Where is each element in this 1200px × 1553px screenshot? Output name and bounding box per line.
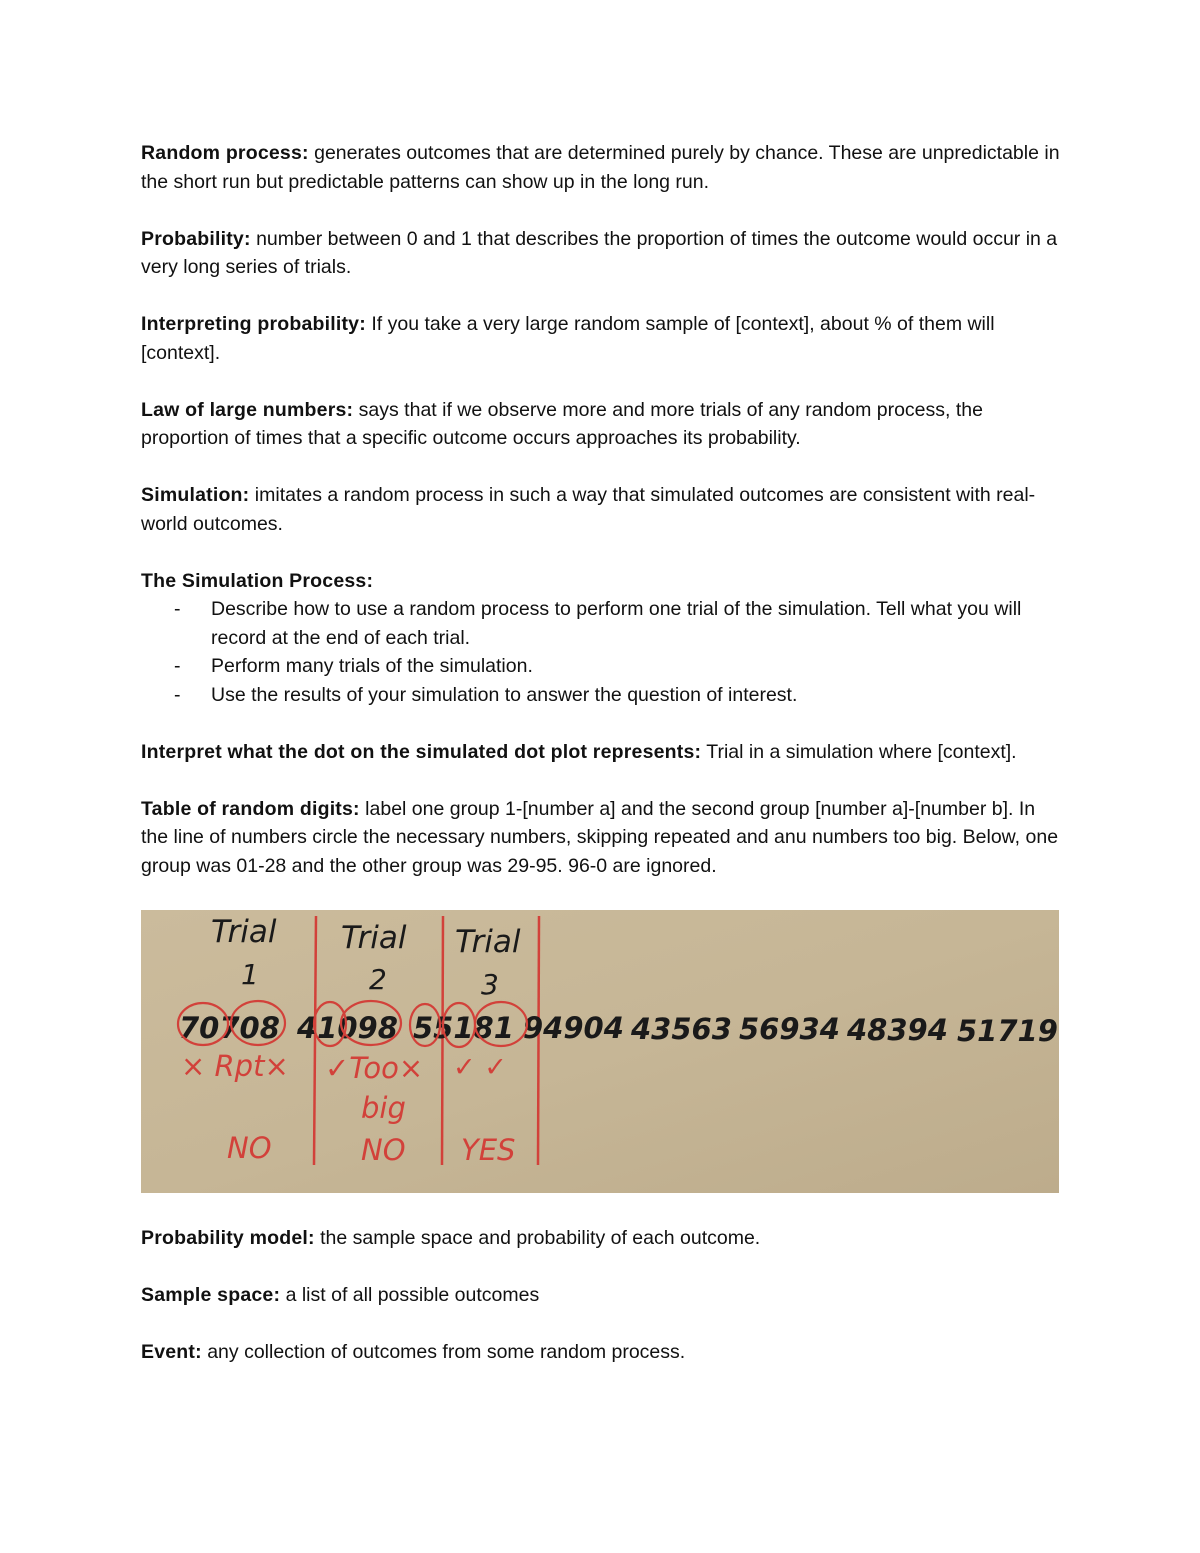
digit-group: 43563: [631, 1012, 732, 1046]
definition-text: Trial in a simulation where [context].: [701, 740, 1017, 763]
definition-text: generates outcomes that are determined purely by chance. These are unpredictable in the short run but predictable patterns can show up in the long run.: [141, 142, 1060, 193]
term-label: Law of large numbers:: [141, 398, 354, 421]
term-label: Interpreting probability:: [141, 313, 366, 335]
digit-group: 55181: [413, 1011, 514, 1045]
trial-result: NO: [361, 1133, 406, 1167]
digit-group: 70708: [179, 1011, 280, 1045]
term-label: Interpret what the dot on the simulated dot plot represents:: [141, 740, 702, 763]
simulation-process-heading: The Simulation Process:: [141, 569, 374, 592]
digit-group: 51719: [957, 1014, 1058, 1048]
definition-random-digits: [141, 795, 1061, 881]
photo-illustration: [141, 910, 1059, 1193]
trial-number: 2: [369, 963, 387, 996]
step-text: Describe how to use a random process to perform one trial of the simulation. Tell what you will record at the end of each trial.: [211, 598, 1022, 649]
definition-simulation: [141, 481, 1061, 538]
bullet-dash: -: [174, 683, 181, 706]
term-label: Table of random digits:: [141, 797, 360, 820]
trial-note: ✓Too×: [325, 1051, 424, 1085]
term-label: Sample space:: [141, 1284, 281, 1306]
term-label: Event:: [141, 1341, 202, 1363]
definition-interpreting-probability: [141, 310, 1061, 367]
bullet-dash: -: [174, 655, 181, 677]
trial-label: Trial: [211, 914, 277, 950]
definition-text: number between 0 and 1 that describes the proportion of times the outcome would occur in a very long series of trials.: [141, 227, 1058, 278]
definition-random-process: [141, 139, 1061, 196]
bullet-dash: -: [174, 598, 181, 620]
definition-event: [141, 1338, 1061, 1367]
digit-group: 56934: [739, 1012, 840, 1046]
trial-note: ✓ ✓: [453, 1052, 507, 1083]
list-item: [141, 595, 1061, 652]
definition-sample-space: [141, 1281, 1061, 1310]
definition-text: any collection of outcomes from some random process.: [201, 1341, 686, 1363]
definition-law-of-large-numbers: [141, 396, 1061, 453]
trial-note: × Rpt×: [181, 1049, 289, 1083]
term-label: Random process:: [141, 142, 309, 164]
term-label: Probability model:: [141, 1227, 315, 1249]
trial-result: YES: [461, 1133, 516, 1167]
random-digits-photo: [141, 910, 1059, 1193]
trial-result: NO: [227, 1131, 272, 1165]
trial-label: Trial: [341, 920, 407, 956]
simulation-steps-list: [141, 595, 1061, 709]
definition-text: says that if we observe more and more trials of any random process, the proportion of times that a specific outcome occurs approaches its probability.: [141, 398, 983, 449]
definition-text: label one group 1-[number a] and the second group [number a]-[number b]. In the line of numbers circle the necessary numbers, skipping repeated and anu numbers too big. Below, one group was 01-28 and the other group was 29-95. 96-0 are ignored.: [141, 797, 1059, 877]
definition-text: a list of all possible outcomes: [280, 1284, 540, 1306]
digit-group: 48394: [847, 1013, 948, 1047]
trial-number: 3: [481, 968, 499, 1001]
term-label: Simulation:: [141, 484, 250, 506]
step-text: Use the results of your simulation to answer the question of interest.: [211, 683, 798, 706]
list-item: [141, 681, 1061, 710]
term-label: Probability:: [141, 227, 251, 250]
digit-group: 41098: [297, 1011, 398, 1045]
definition-dot-plot: [141, 738, 1061, 767]
trial-number: 1: [241, 958, 259, 991]
definition-text: If you take a very large random sample of [context], about % of them will [context].: [141, 313, 995, 364]
document-body: [141, 139, 1061, 880]
definition-text: the sample space and probability of each outcome.: [314, 1227, 761, 1249]
digit-group: 94904: [523, 1011, 624, 1045]
definition-probability-model: [141, 1224, 1061, 1253]
trial-note: big: [361, 1091, 406, 1125]
trial-label: Trial: [455, 924, 521, 960]
definition-probability: [141, 225, 1061, 282]
definition-text: imitates a random process in such a way that simulated outcomes are consistent with real-world outcomes.: [141, 484, 1036, 535]
closing-definitions: [141, 1224, 1061, 1395]
list-item: [141, 652, 1061, 681]
step-text: Perform many trials of the simulation.: [211, 655, 533, 677]
